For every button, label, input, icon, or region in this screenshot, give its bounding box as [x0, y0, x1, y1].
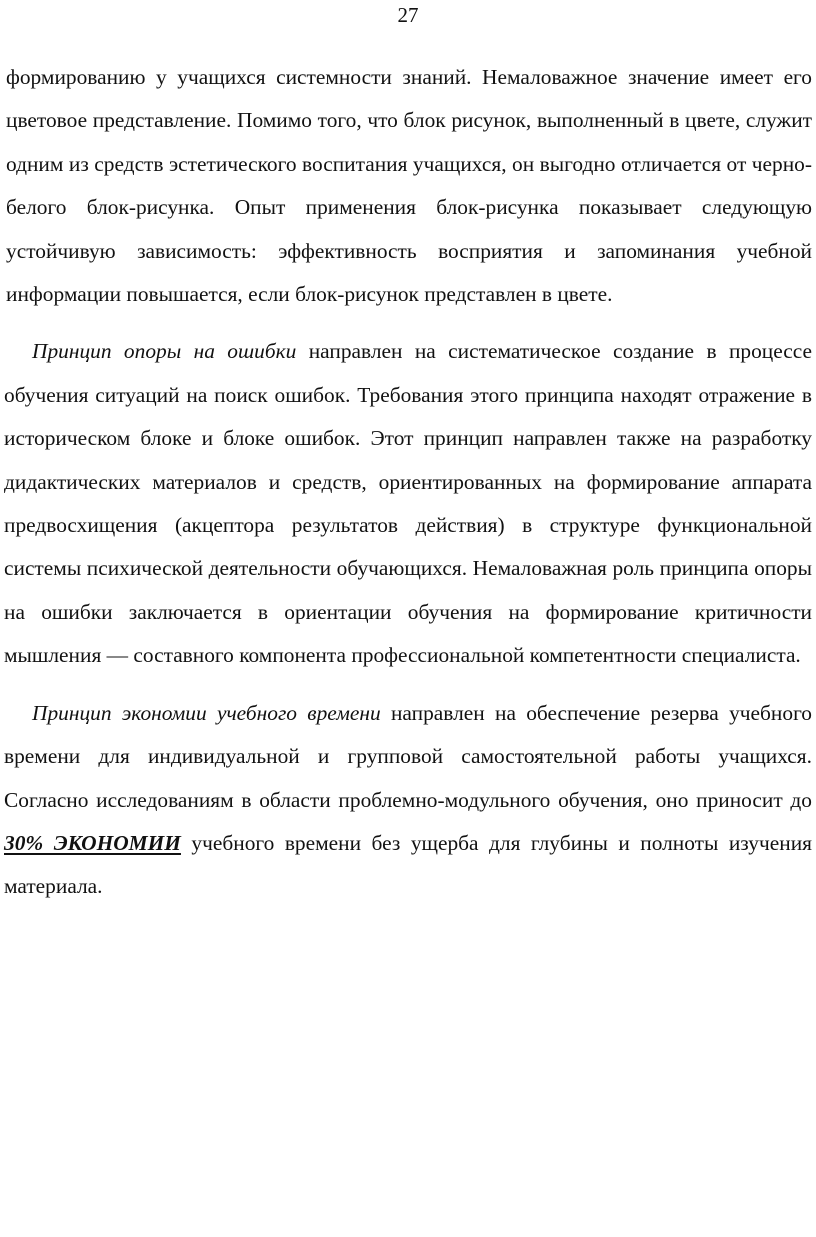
- principle-term-errors: Принцип опоры на ошибки: [32, 339, 297, 364]
- paragraph-text: формированию у учащихся системности знаний. Немаловажное значение имеет его цветовое представление. Помимо того, что блок рисунок, выполненный в цвете, служит одним из средств эстетического воспитания учащихся, он выгодно отличается от черно-белого блок-рисунка. Опыт применения блок-рисунка показывает следующую устойчивую зависимость: эффективность восприятия и запоминания учебной информации повышается, если блок-рисунок представлен в цвете.: [6, 65, 812, 307]
- principle-term-time-economy: Принцип экономии учебного времени: [32, 700, 381, 725]
- page-number: 27: [397, 3, 419, 27]
- paragraph-text: направлен на систематическое создание в процессе обучения ситуаций на поиск ошибок. Требования этого принципа находят отражение в историческом блоке и блоке ошибок. Этот принцип направлен также на разработку дидактических материалов и средств, ориентированных на формирование аппарата предвосхищения (акцептора результатов действия) в структуре функциональной системы психической деятельности обучающихся. Немаловажная роль принципа опоры на ошибки заключается в ориентации обучения на формирование критичности мышления — составного компонента профессиональной компетентности специалиста.: [4, 339, 812, 668]
- document-body: [4, 56, 812, 909]
- paragraph-text-end: учебного времени без ущерба для глубины и полноты изучения материала.: [4, 830, 812, 899]
- paragraph-color-block-drawing: [4, 56, 812, 316]
- paragraph-time-economy-principle: [4, 692, 812, 909]
- paragraph-error-principle: [4, 330, 812, 677]
- paragraph-text: направлен на обеспечение резерва учебного времени для индивидуальной и групповой самостоятельной работы учащихся. Согласно исследованиям в области проблемно-модульного обучения, оно приносит до: [4, 700, 813, 812]
- economy-emphasis: 30% ЭКОНОМИИ: [4, 830, 181, 855]
